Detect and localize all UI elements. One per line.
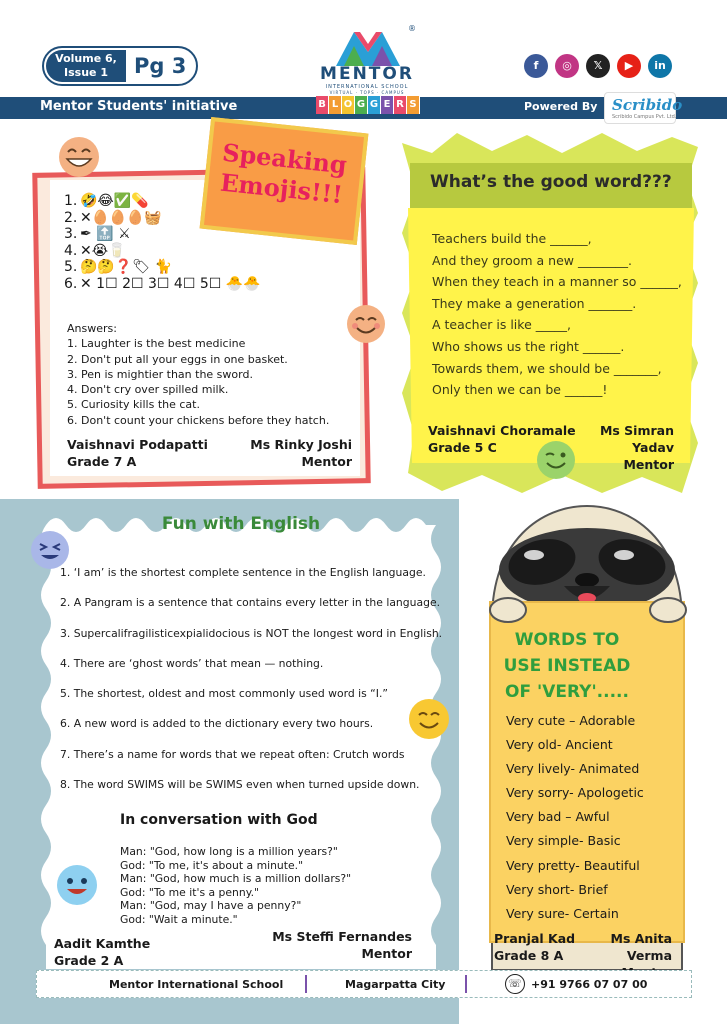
- poem-line: And they groom a new ________.: [432, 252, 632, 268]
- answers-label: Answers:: [67, 322, 117, 335]
- volume-badge: [46, 50, 126, 82]
- very-title-line-2: USE INSTEAD: [503, 656, 631, 676]
- grin-emoji-icon: [58, 136, 100, 178]
- footer-bar: [36, 970, 692, 998]
- very-title-line-1: WORDS TO: [514, 630, 620, 650]
- poem-line: They make a generation _______.: [432, 295, 637, 311]
- answer-item: 2. Don't put all your eggs in one basket.: [67, 352, 288, 366]
- title-line-2: Emojis!!!: [218, 167, 344, 210]
- poem-line: Only then we can be ______!: [432, 382, 608, 398]
- mentor-block: [270, 928, 412, 962]
- volume-text: Volume 6,: [55, 52, 117, 65]
- footer-school: Mentor International School: [109, 978, 284, 991]
- mentor-name: Ms Steffi Fernandes: [272, 929, 412, 944]
- answer-item: 5. Curiosity kills the cat.: [67, 398, 200, 412]
- bloggers-letter: O: [342, 96, 355, 114]
- fact-item: 2. A Pangram is a sentence that contains every letter in the language.: [60, 596, 441, 610]
- good-word-poem: [432, 228, 682, 401]
- footer-city: Magarpatta City: [345, 978, 446, 991]
- answer-item: 4. Don't cry over spilled milk.: [67, 383, 229, 397]
- bloggers-letter: L: [329, 96, 342, 114]
- footer-divider: [465, 975, 467, 993]
- fact-item: 1. ‘I am’ is the shortest complete sentence in the English language.: [60, 566, 426, 579]
- emoji-row: 4. ✕😭🥛: [64, 242, 126, 259]
- youtube-icon[interactable]: ▶: [617, 54, 641, 78]
- logo-name: MENTOR: [320, 64, 414, 84]
- word-item: Very cute – Adorable: [506, 713, 636, 728]
- word-item: Very old- Ancient: [506, 737, 613, 753]
- bloggers-letter: E: [381, 96, 394, 114]
- scribido-name: Scribido: [612, 96, 683, 114]
- mentor-label: Mentor: [301, 454, 352, 469]
- conversation-line: Man: "God, how much is a million dollars?": [120, 872, 352, 886]
- emoji-row: 2. ✕🥚🥚🥚🧺: [64, 209, 162, 226]
- logo-subtitle: INTERNATIONAL SCHOOL: [325, 84, 409, 90]
- very-words-title: [492, 627, 642, 705]
- registered-mark: ®: [408, 24, 416, 33]
- mentor-label: Mentor: [361, 946, 412, 961]
- emoji-puzzle-list: [64, 193, 261, 292]
- smile-emoji-icon: [346, 304, 386, 344]
- poem-line: Teachers build the ______,: [432, 231, 592, 246]
- issue-text: Issue 1: [64, 66, 108, 79]
- fact-item: 4. There are ‘ghost words’ that mean — nothing.: [60, 656, 324, 670]
- english-facts-list: [60, 566, 442, 808]
- mentor-label: Mentor: [623, 457, 674, 472]
- fact-item: 5. The shortest, oldest and most commonly used word is “I.”: [60, 687, 388, 701]
- answer-item: 1. Laughter is the best medicine: [67, 337, 246, 351]
- author-name: Pranjal Kad: [494, 931, 576, 946]
- phone-icon: ☏: [505, 974, 525, 994]
- instagram-icon[interactable]: ◎: [555, 54, 579, 78]
- word-item: Very pretty- Beautiful: [506, 857, 640, 873]
- laugh-emoji-icon: [30, 530, 70, 570]
- fact-item: 8. The word SWIMS will be SWIMS even when turned upside down.: [60, 778, 420, 792]
- author-name: Vaishnavi Choramale: [428, 423, 576, 438]
- fact-item: 7. There’s a name for words that we repeat often: Crutch words: [60, 747, 405, 761]
- very-words-list: [506, 709, 644, 926]
- answers-block: [67, 321, 329, 428]
- bloggers-letter: G: [355, 96, 368, 114]
- author-block: [54, 935, 150, 969]
- bloggers-letter: R: [394, 96, 407, 114]
- conversation-line: God: "Wait a minute.": [120, 912, 238, 926]
- mentor-block: [230, 436, 352, 470]
- mentor-name: Ms Rinky Joshi: [250, 437, 352, 452]
- mentor-name: Ms Simran Yadav: [599, 423, 674, 455]
- author-block: [67, 436, 208, 470]
- author-grade: Grade 7 A: [67, 454, 137, 469]
- tagline: Mentor Students' initiative: [40, 99, 238, 114]
- mentor-block: [560, 422, 674, 473]
- fact-item: 6. A new word is added to the dictionary every two hours.: [60, 717, 374, 731]
- author-grade: Grade 2 A: [54, 953, 124, 968]
- conversation-title: In conversation with God: [120, 812, 318, 828]
- word-item: Very short- Brief: [506, 881, 608, 897]
- emoji-row: 3. ✒ 🔝 ⚔: [64, 226, 131, 242]
- wink-emoji-icon: [536, 440, 576, 480]
- word-item: Very sure- Certain: [506, 905, 619, 921]
- powered-by-label: Powered By: [524, 100, 598, 113]
- page-number: Pg 3: [134, 54, 187, 78]
- author-name: Aadit Kamthe: [54, 936, 151, 951]
- word-item: Very lively- Animated: [506, 761, 640, 777]
- bloggers-letter: B: [316, 96, 329, 114]
- cool-emoji-icon: [56, 864, 98, 906]
- conversation-block: [120, 845, 351, 927]
- word-item: Very sorry- Apologetic: [506, 785, 644, 801]
- poem-line: When they teach in a manner so ______,: [432, 274, 682, 290]
- fun-english-title: Fun with English: [161, 514, 321, 534]
- school-logo-graphic: [330, 24, 406, 68]
- title-line-1: Speaking: [220, 137, 349, 180]
- very-title-line-3: OF 'VERY'.....: [505, 682, 629, 702]
- footer-phone[interactable]: +91 9766 07 07 00: [531, 978, 648, 991]
- answer-item: 3. Pen is mightier than the sword.: [67, 367, 253, 381]
- emoji-row: 6. ✕ 1☐ 2☐ 3☐ 4☐ 5☐ 🐣🐣: [64, 275, 261, 292]
- conversation-line: Man: "God, may I have a penny?": [120, 899, 302, 913]
- fact-item: 3. Supercalifragilisticexpialidocious is NOT the longest word in English.: [60, 626, 443, 640]
- scribido-subtitle: Scribido Campus Pvt. Ltd.: [612, 114, 677, 120]
- linkedin-icon[interactable]: in: [648, 54, 672, 78]
- good-word-title: What’s the good word???: [430, 172, 672, 192]
- author-grade: Grade 5 C: [428, 440, 497, 455]
- conversation-line: God: "To me, it's about a minute.": [120, 858, 304, 872]
- facebook-icon[interactable]: f: [524, 54, 548, 78]
- author-block: [494, 930, 575, 964]
- word-item: Very simple- Basic: [506, 833, 621, 849]
- author-name: Vaishnavi Podapatti: [67, 437, 208, 452]
- logo-tagline: VIRTUAL · TOPS · CAMPUS: [329, 90, 405, 95]
- conversation-line: Man: "God, how long is a million years?": [120, 845, 338, 858]
- conversation-line: God: "To me it's a penny.": [120, 885, 259, 899]
- mentor-name: Ms Anita Verma: [610, 931, 672, 963]
- bloggers-letter: G: [368, 96, 381, 114]
- word-item: Very bad – Awful: [506, 809, 610, 825]
- footer-divider: [305, 975, 307, 993]
- bloggers-letter: S: [407, 96, 420, 114]
- poem-line: Towards them, we should be _______,: [432, 360, 662, 376]
- answer-item: 6. Don't count your chickens before they hatch.: [67, 413, 330, 427]
- poem-line: A teacher is like _____,: [432, 317, 571, 333]
- poem-line: Who shows us the right ______.: [432, 338, 625, 354]
- happy-emoji-icon: [408, 698, 450, 740]
- bloggers-banner: [316, 96, 420, 114]
- author-grade: Grade 8 A: [494, 948, 564, 963]
- emoji-row: 5. 🤔🤔❓🏷 🐈: [64, 259, 172, 275]
- emoji-row: 1. 🤣😂✅💊: [64, 193, 149, 209]
- x-icon[interactable]: 𝕏: [586, 54, 610, 78]
